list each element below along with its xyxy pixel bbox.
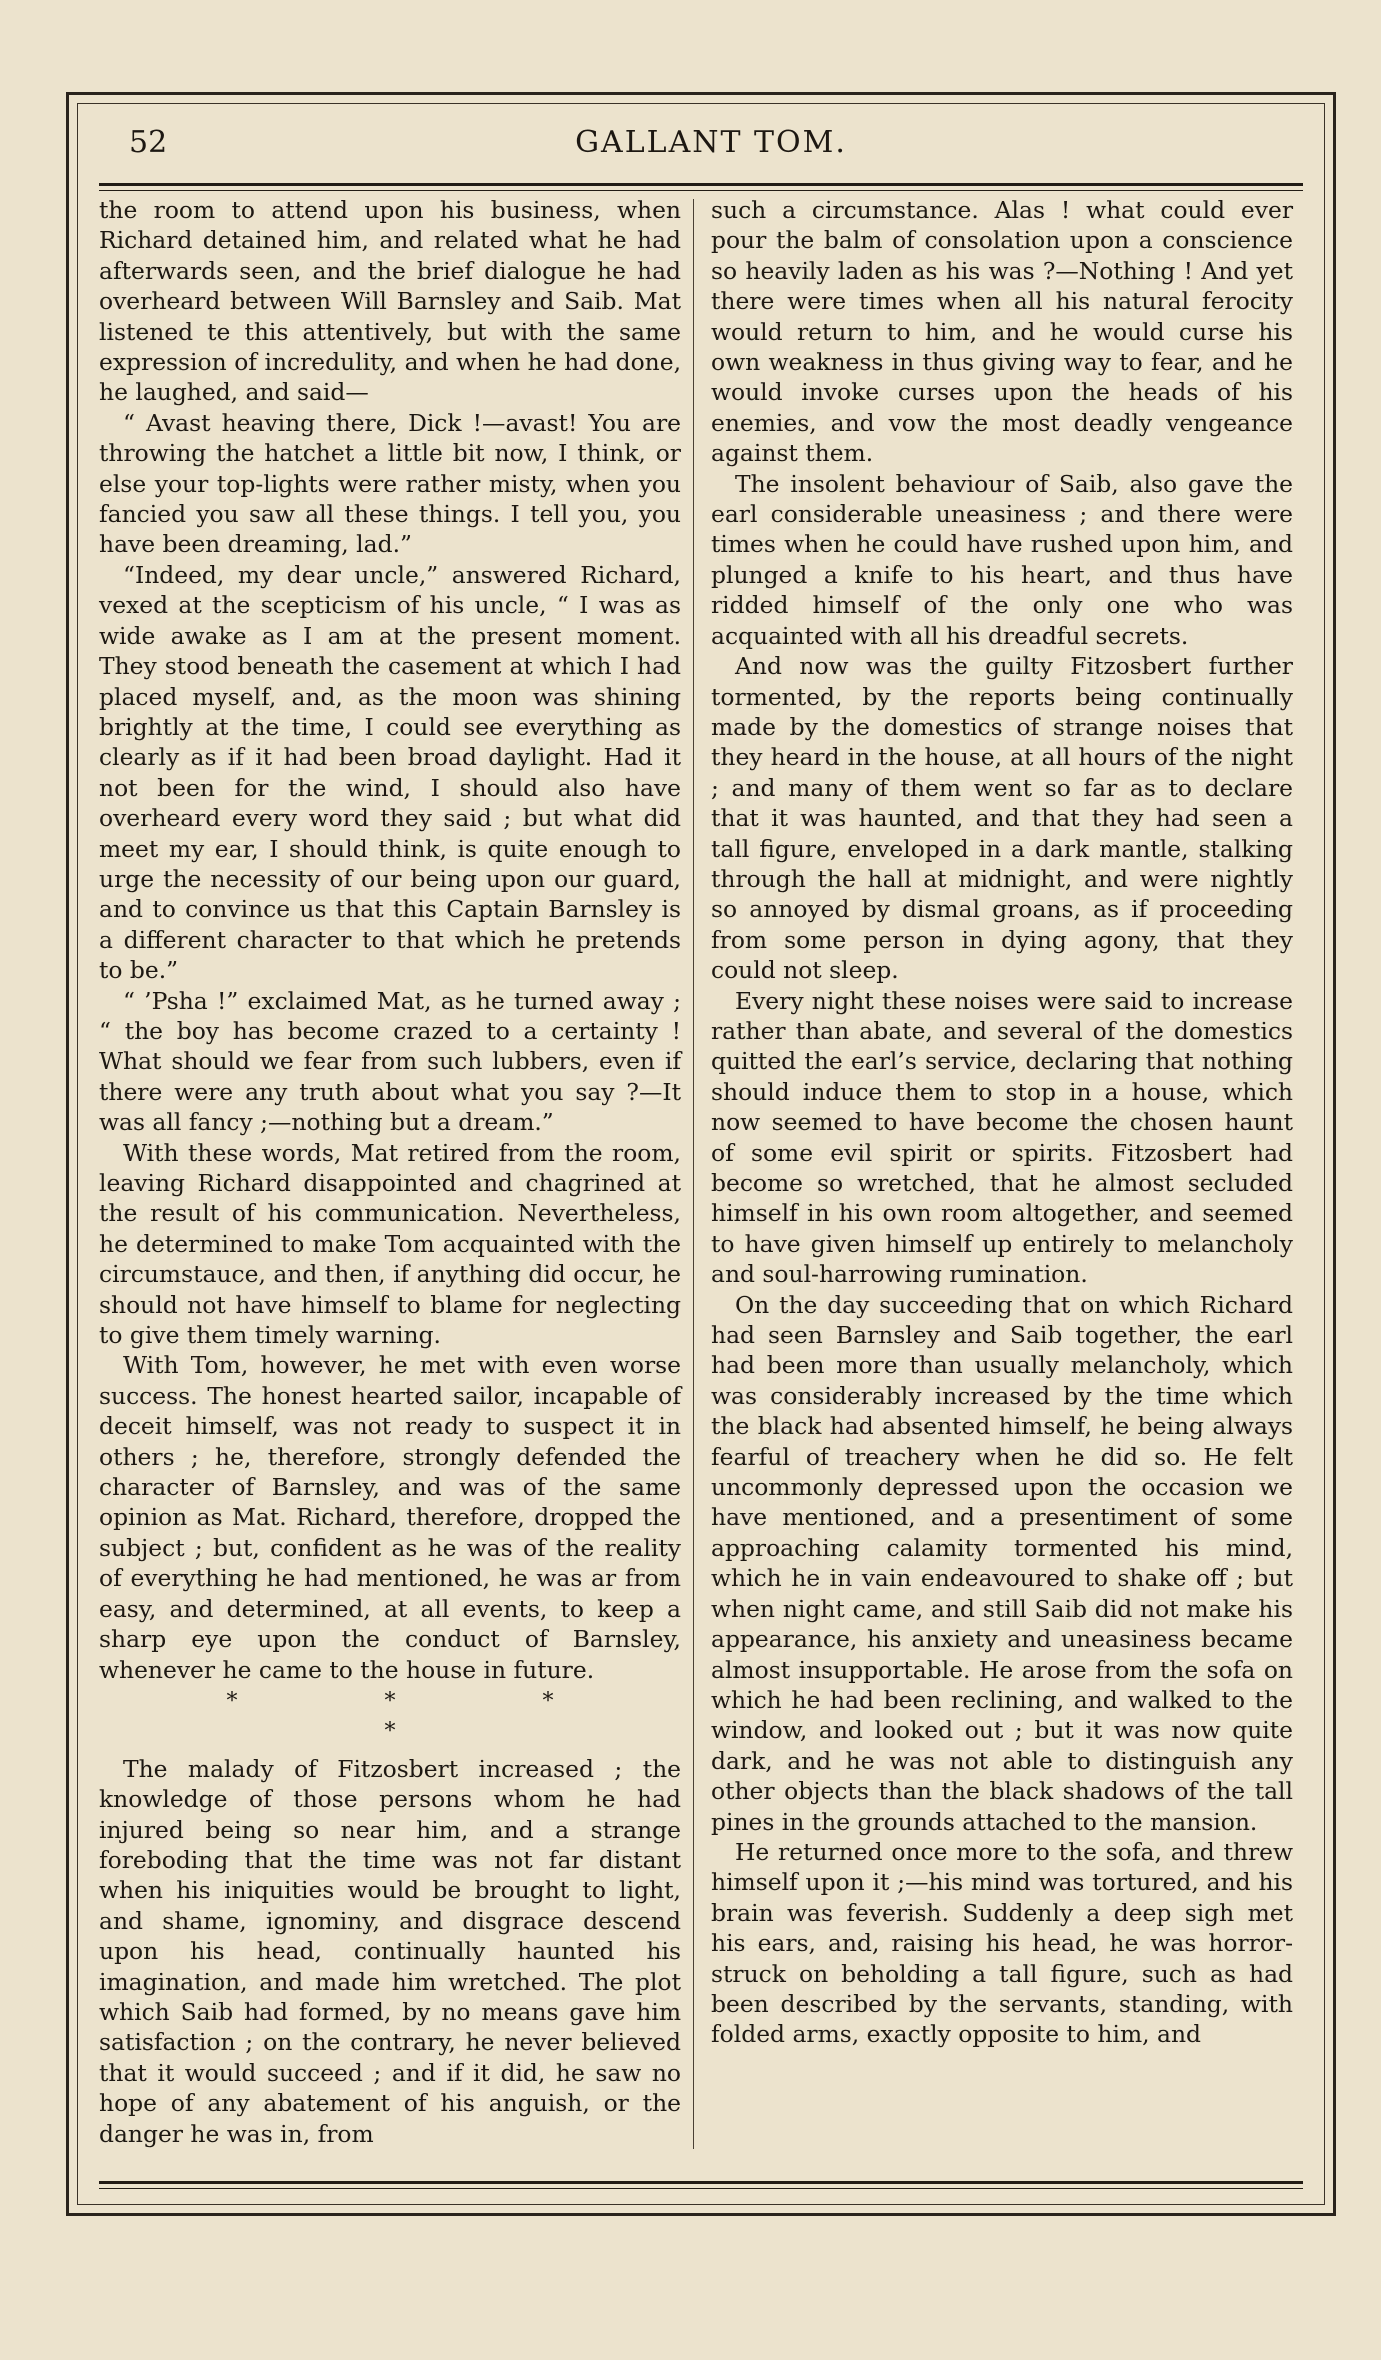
paragraph: With Tom, however, he met with even worse success. The honest hearted sailor, incapable of deceit himself, was not ready to suspect it in others ; he, therefore, strongly defended the character of Barnsley, and was of the same opinion as Mat. Richard, therefore, dropped the subject ; but, confident as he was of the reality of everything he had mentioned, he was ar from easy, and determined, at all events, to keep a sharp eye upon the conduct of Barnsley, whenever he came to the house in future. [99, 1351, 681, 1684]
paragraph: Every night these noises were said to increase rather than abate, and several of the domestics quitted the earl’s service, declaring that nothing should induce them to stop in a house, which now seemed to have become the chosen haunt of some evil spirit or spirits. Fitzosbert had become so wretched, that he almost secluded himself in his own room altogether, and seemed to have given himself up entirely to melancholy and soul-harrowing rumination. [711, 986, 1293, 1289]
paragraph: “ Avast heaving there, Dick !—avast! You are throwing the hatchet a little bit now, I think, or else your top-lights were rather misty, when you fancied you saw all these things. I tell you, you have been dreaming, lad.” [99, 408, 681, 559]
page-number: 52 [129, 125, 168, 160]
paragraph: The malady of Fitzosbert increased ; the knowledge of those persons whom he had injured being so near him, and a strange foreboding that the time was not far distant when his iniquities would be brought to light, and shame, ignominy, and disgrace descend upon his head, continually haunted his imagination, and made him wretched. The plot which Saib had formed, by no means gave him satisfaction ; on the contrary, he never believed that it would succeed ; and if it did, he saw no hope of any abatement of his anguish, or the danger he was in, from [99, 1754, 681, 2148]
footer-rule [99, 2181, 1303, 2189]
paragraph: such a circumstance. Alas ! what could ever pour the balm of consolation upon a conscience so heavily laden as his was ?—Nothing ! And yet there were times when all his natural ferocity would return to him, and he would curse his own weakness in thus giving way to fear, and he would invoke curses upon the heads of his enemies, and vow the most deadly vengeance against them. [711, 196, 1293, 468]
paragraph: The insolent behaviour of Saib, also gave the earl considerable uneasiness ; and there were times when he could have rushed upon him, and plunged a knife to his heart, and thus have ridded himself of the only one who was acquainted with all his dreadful secrets. [711, 469, 1293, 650]
paragraph: And now was the guilty Fitzosbert further tormented, by the reports being continually made by the domestics of strange noises that they heard in the house, at all hours of the night ; and many of them went so far as to declare that it was haunted, and that they had seen a tall figure, enveloped in a dark mantle, stalking through the hall at midnight, and were nightly so annoyed by dismal groans, as if proceeding from some person in dying agony, that they could not sleep. [711, 652, 1293, 985]
right-column [711, 195, 1293, 2050]
page-header [129, 125, 1293, 175]
paragraph: With these words, Mat retired from the room, leaving Richard disappointed and chagrined at the result of his communication. Nevertheless, he determined to make Tom acquainted with the circumstauce, and then, if anything did occur, he should not have himself to blame for neglecting to give them timely warning. [99, 1138, 681, 1350]
header-rule [99, 183, 1303, 191]
newspaper-page [66, 92, 1336, 2216]
section-break: * * * * [226, 1688, 624, 1745]
running-title: GALLANT TOM. [575, 125, 847, 160]
left-column [99, 195, 681, 2149]
paragraph: the room to attend upon his business, when Richard detained him, and related what he had afterwards seen, and the brief dialogue he had overheard between Will Barnsley and Saib. Mat listened te this attentively, but with the same expression of incredulity, and when he had done, he laughed, and said— [99, 196, 681, 407]
paragraph: “Indeed, my dear uncle,” answered Richard, vexed at the scepticism of his uncle, “ I was as wide awake as I am at the present moment. They stood beneath the casement at which I had placed myself, and, as the moon was shining brightly at the time, I could see everything as clearly as if it had been broad daylight. Had it not been for the wind, I should also have overheard every word they said ; but what did meet my ear, I should think, is quite enough to urge the necessity of our being upon our guard, and to convince us that this Captain Barnsley is a different character to that which he pretends to be.” [99, 560, 681, 985]
column-divider [693, 199, 694, 2149]
paragraph: On the day succeeding that on which Richard had seen Barnsley and Saib together, the earl had been more than usually melancholy, which was considerably increased by the time which the black had absented himself, he being always fearful of treachery when he did so. He felt uncommonly depressed upon the occasion we have mentioned, and a presentiment of some approaching calamity tormented his mind, which he in vain endeavoured to shake off ; but when night came, and still Saib did not make his appearance, his anxiety and uneasiness became almost insupportable. He arose from the sofa on which he had been reclining, and walked to the window, and looked out ; but it was now quite dark, and he was not able to distinguish any other objects than the black shadows of the tall pines in the grounds attached to the mansion. [711, 1290, 1293, 1836]
paragraph: He returned once more to the sofa, and threw himself upon it ;—his mind was tortured, and his brain was feverish. Suddenly a deep sigh met his ears, and, raising his head, he was horror-struck on beholding a tall figure, such as had been described by the servants, standing, with folded arms, exactly opposite to him, and [711, 1837, 1293, 2049]
paragraph: “ ’Psha !” exclaimed Mat, as he turned away ; “ the boy has become crazed to a certainty ! What should we fear from such lubbers, even if there were any truth about what you say ?—It was all fancy ;—nothing but a dream.” [99, 986, 681, 1137]
